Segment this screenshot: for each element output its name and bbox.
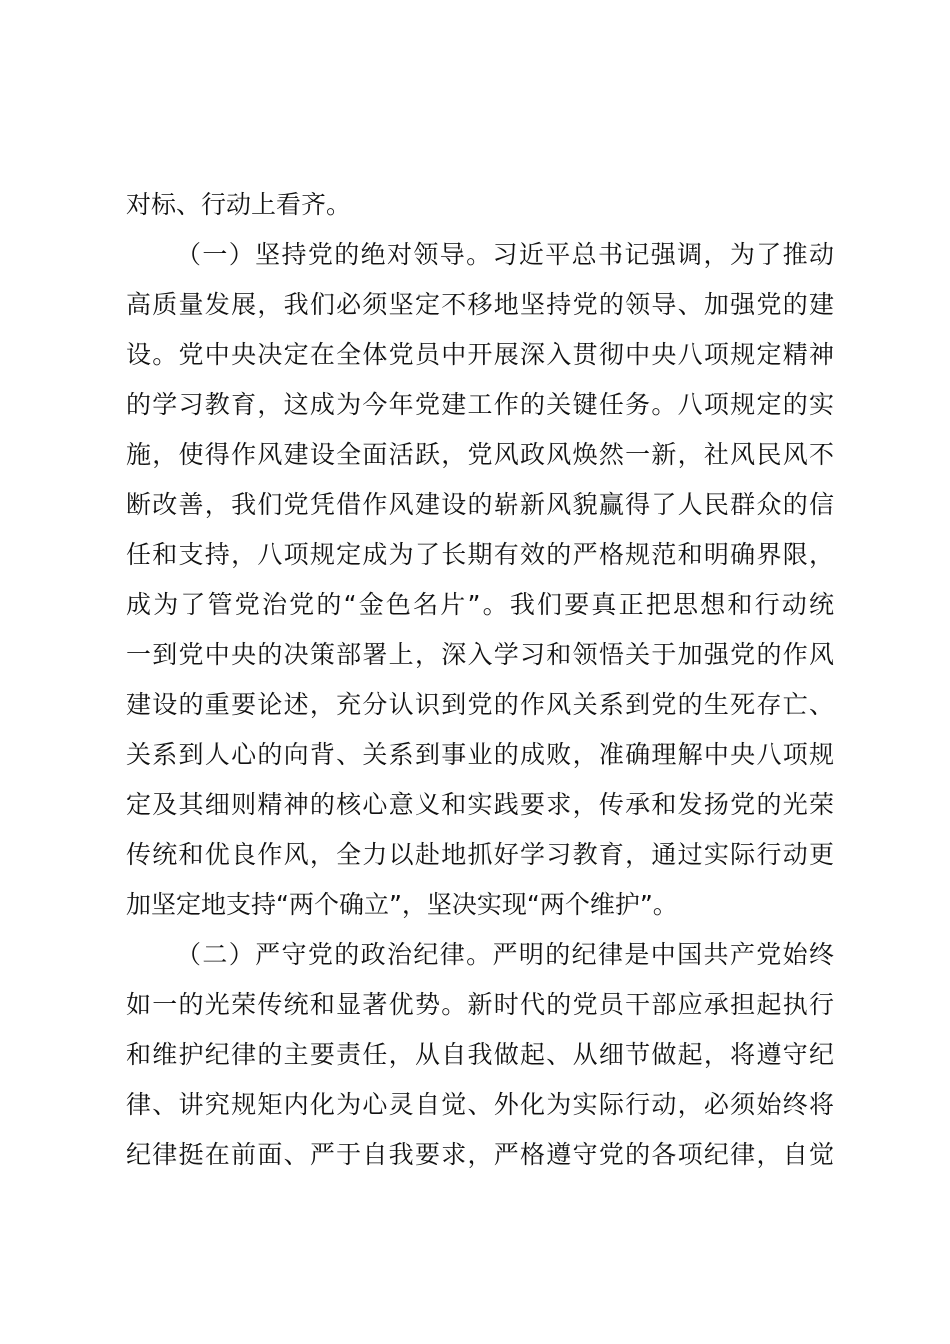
- text-line: 设。党中央决定在全体党员中开展深入贯彻中央八项规定精神: [126, 340, 834, 369]
- text-line: 传统和优良作风，全力以赴地抓好学习教育，通过实际行动更: [126, 840, 834, 869]
- document-body: [126, 180, 834, 1180]
- section-heading-line: （二）严守党的政治纪律。严明的纪律是中国共产党始终: [176, 940, 834, 969]
- text-line: 加坚定地支持“两个确立”，坚决实现“两个维护”。: [126, 890, 678, 919]
- text-line: 如一的光荣传统和显著优势。新时代的党员干部应承担起执行: [126, 990, 834, 1019]
- text-line: 断改善，我们党凭借作风建设的崭新风貌赢得了人民群众的信: [126, 490, 834, 519]
- text-line: 对标、行动上看齐。: [126, 190, 352, 219]
- text-line: 纪律挺在前面、严于自我要求，严格遵守党的各项纪律，自觉: [126, 1140, 834, 1169]
- text-line: 成为了管党治党的“金色名片”。我们要真正把思想和行动统: [126, 590, 834, 619]
- text-line: 施，使得作风建设全面活跃，党风政风焕然一新，社风民风不: [126, 440, 834, 469]
- text-line: 和维护纪律的主要责任，从自我做起、从细节做起，将遵守纪: [126, 1040, 834, 1069]
- text-line: 高质量发展，我们必须坚定不移地坚持党的领导、加强党的建: [126, 290, 834, 319]
- text-line: 定及其细则精神的核心意义和实践要求，传承和发扬党的光荣: [126, 790, 834, 819]
- text-line: 一到党中央的决策部署上，深入学习和领悟关于加强党的作风: [126, 640, 834, 669]
- section-heading-line: （一）坚持党的绝对领导。习近平总书记强调，为了推动: [176, 240, 834, 269]
- text-line: 任和支持，八项规定成为了长期有效的严格规范和明确界限，: [126, 540, 834, 569]
- text-line: 建设的重要论述，充分认识到党的作风关系到党的生死存亡、: [126, 690, 834, 719]
- text-line: 关系到人心的向背、关系到事业的成败，准确理解中央八项规: [126, 740, 834, 769]
- text-line: 的学习教育，这成为今年党建工作的关键任务。八项规定的实: [126, 390, 834, 419]
- text-line: 律、讲究规矩内化为心灵自觉、外化为实际行动，必须始终将: [126, 1090, 834, 1119]
